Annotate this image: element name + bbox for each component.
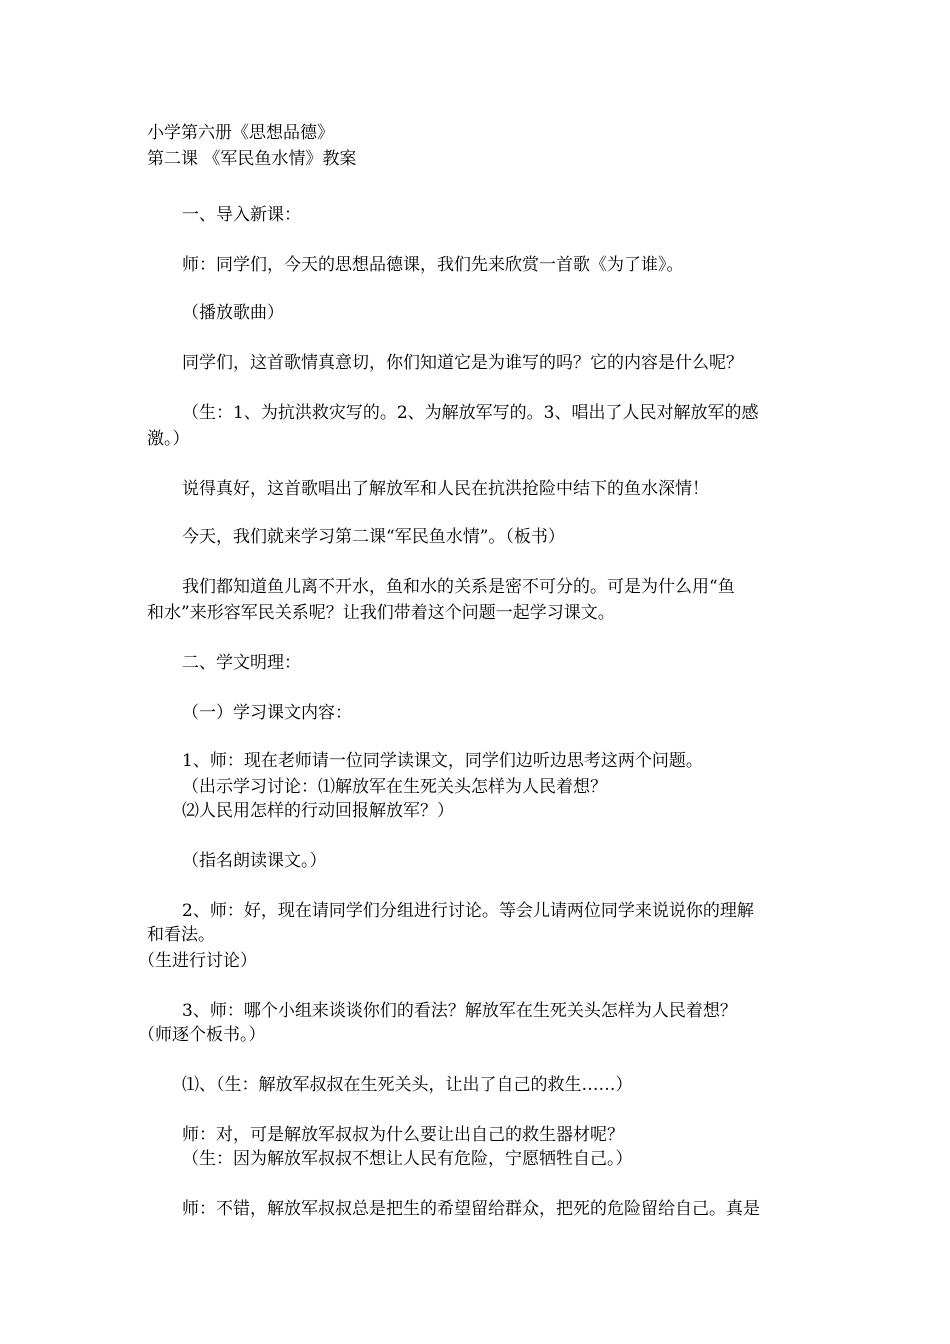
paragraph: （出示学习讨论：⑴解放军在生死关头怎样为人民着想？ <box>182 777 607 797</box>
paragraph: 今天，我们就来学习第二课“军民鱼水情”。（板书） <box>182 527 565 547</box>
paragraph-continuation: （师逐个板书。） <box>138 1025 266 1045</box>
paragraph: ⑵人民用怎样的行动回报解放军？） <box>182 801 454 821</box>
paragraph-continuation: 激。） <box>147 429 190 449</box>
paragraph: （播放歌曲） <box>182 303 284 323</box>
section-heading-1: 一、导入新课： <box>182 205 301 225</box>
paragraph: 师：不错，解放军叔叔总是把生的希望留给群众，把死的危险留给自己。真是 <box>182 1199 760 1219</box>
paragraph: 1、师：现在老师请一位同学读课文，同学们边听边思考这两个问题。 <box>182 751 703 771</box>
paragraph: （指名朗读课文。） <box>182 851 327 871</box>
paragraph: 说得真好，这首歌唱出了解放军和人民在抗洪抢险中结下的鱼水深情！ <box>182 479 709 499</box>
paragraph-continuation: 和水”来形容军民关系呢？让我们带着这个问题一起学习课文。 <box>147 603 615 623</box>
paragraph: （生进行讨论） <box>138 951 257 971</box>
doc-title: 小学第六册《思想品德》 <box>147 123 334 143</box>
doc-subtitle: 第二课 《军民鱼水情》教案 <box>147 149 357 169</box>
paragraph: 我们都知道鱼儿离不开水，鱼和水的关系是密不可分的。可是为什么用“鱼 <box>182 577 735 597</box>
subsection-heading: （一）学习课文内容： <box>182 703 352 723</box>
paragraph: ⑴、（生：解放军叔叔在生死关头，让出了自己的救生……） <box>182 1075 633 1095</box>
paragraph-continuation: 和看法。 <box>147 925 215 945</box>
paragraph: 同学们，这首歌情真意切，你们知道它是为谁写的吗？它的内容是什么呢？ <box>182 353 743 373</box>
paragraph: （生：因为解放军叔叔不想让人民有危险，宁愿牺牲自己。） <box>182 1149 633 1169</box>
paragraph: 2、师：好，现在请同学们分组进行讨论。等会儿请两位同学来说说你的理解 <box>182 901 754 921</box>
paragraph: 3、师：哪个小组来谈谈你们的看法？解放军在生死关头怎样为人民着想？ <box>182 1001 737 1021</box>
paragraph: （生：1、为抗洪救灾写的。2、为解放军写的。3、唱出了人民对解放军的感 <box>182 403 759 423</box>
section-heading-2: 二、学文明理： <box>182 653 301 673</box>
paragraph: 师：同学们，今天的思想品德课，我们先来欣赏一首歌《为了谁》。 <box>182 255 684 275</box>
paragraph: 师：对，可是解放军叔叔为什么要让出自己的救生器材呢？ <box>182 1125 624 1145</box>
